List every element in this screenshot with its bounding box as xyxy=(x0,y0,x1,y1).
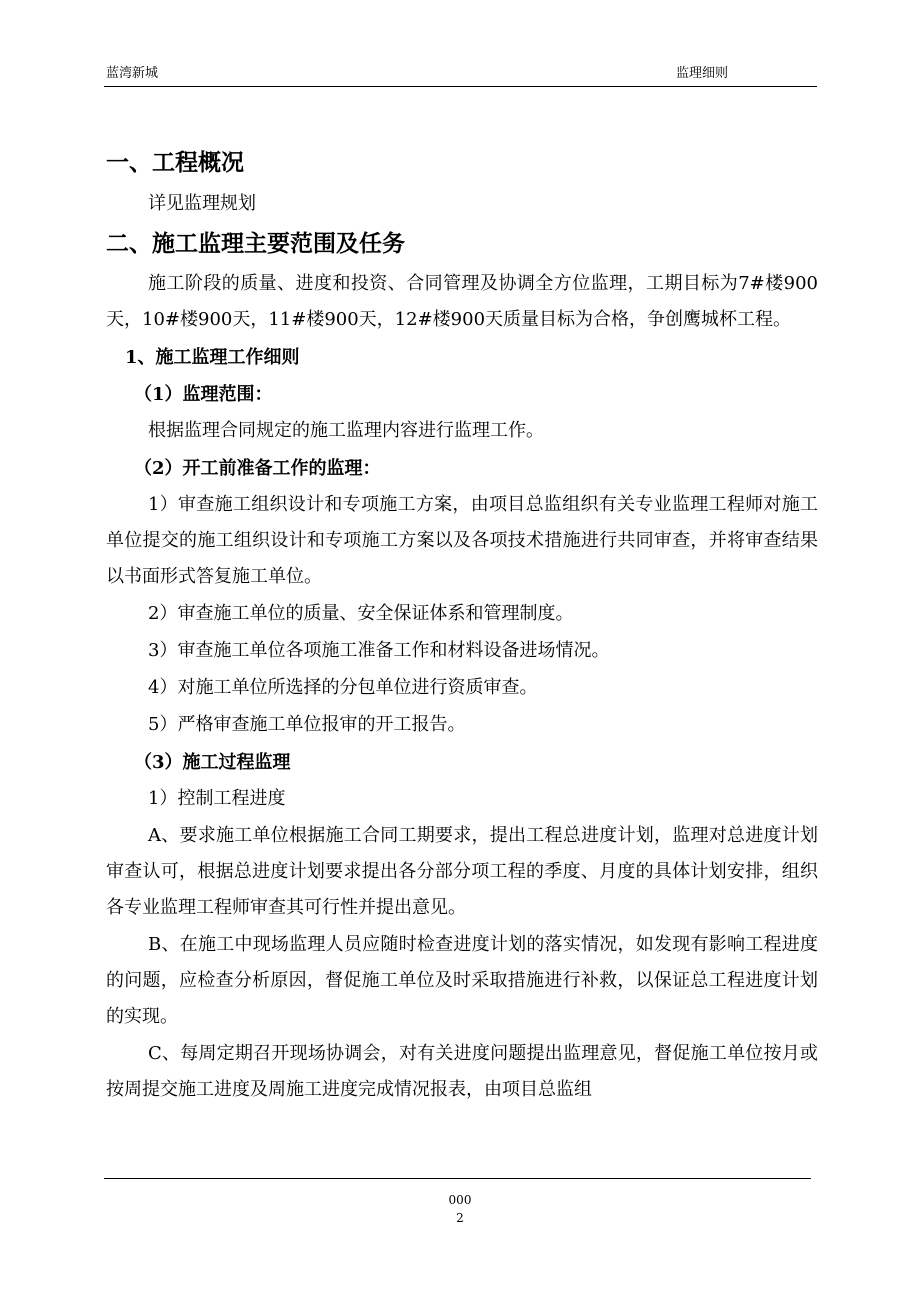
subsection-title-range: （1）监理范围： xyxy=(134,384,273,405)
section-title-overview: 一、工程概况 xyxy=(106,150,244,176)
list-item: C、每周定期召开现场协调会，对有关进度问题提出监理意见，督促施工单位按月或按周提交施工进度及周施工进度完成情况报表，由项目总监组 xyxy=(106,1043,818,1100)
list-item: 3）审查施工单位各项施工准备工作和材料设备进场情况。 xyxy=(148,640,610,661)
page-number: 2 xyxy=(456,1211,464,1225)
list-item: 1）审查施工组织设计和专项施工方案，由项目总监组织有关专业监理工程师对施工单位提交的施工组织设计和专项施工方案以及各项技术措施进行共同审查，并将审查结果以书面形式答复施工单位。 xyxy=(106,494,818,587)
subsection-range-text: 根据监理合同规定的施工监理内容进行监理工作。 xyxy=(148,420,544,441)
list-item: 1）控制工程进度 xyxy=(148,788,286,809)
list-item: A、要求施工单位根据施工合同工期要求，提出工程总进度计划，监理对总进度计划审查认可，根据总进度计划要求提出各分部分项工程的季度、月度的具体计划安排，组织各专业监理工程师审查其可行性并提出意见。 xyxy=(106,825,818,918)
section-overview-text: 详见监理规划 xyxy=(148,193,256,214)
header-divider xyxy=(104,86,817,87)
header-right-text: 监理细则 xyxy=(676,66,729,81)
list-item: 5）严格审查施工单位报审的开工报告。 xyxy=(148,714,466,735)
footer-divider xyxy=(104,1178,811,1179)
footer-code: 000 xyxy=(448,1193,472,1207)
header-left-text: 蓝湾新城 xyxy=(106,66,159,81)
document-body xyxy=(106,140,818,1109)
list-item: B、在施工中现场监理人员应随时检查进度计划的落实情况，如发现有影响工程进度的问题，应检查分析原因，督促施工单位及时采取措施进行补救，以保证总工程进度计划的实现。 xyxy=(106,934,818,1027)
section-title-scope: 二、施工监理主要范围及任务 xyxy=(106,231,405,257)
list-item: 4）对施工单位所选择的分包单位进行资质审查。 xyxy=(148,677,538,698)
section-scope-text: 施工阶段的质量、进度和投资、合同管理及协调全方位监理，工期目标为7#楼900天，10#楼900天，11#楼900天，12#楼900天质量目标为合格，争创鹰城杯工程。 xyxy=(106,273,818,330)
subsection-title-rules: 1、施工监理工作细则 xyxy=(125,347,300,368)
subsection-title-preparation: （2）开工前准备工作的监理： xyxy=(134,458,381,479)
subsection-title-process: （3）施工过程监理 xyxy=(134,752,291,773)
list-item: 2）审查施工单位的质量、安全保证体系和管理制度。 xyxy=(148,603,574,624)
